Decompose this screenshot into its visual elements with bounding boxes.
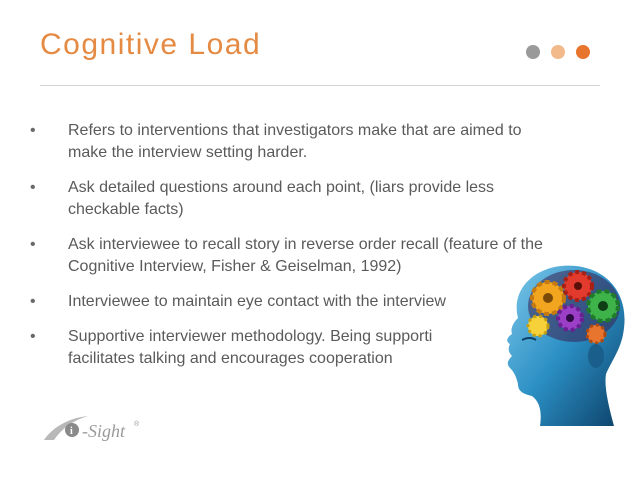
bullet-mark: • bbox=[30, 179, 36, 196]
logo-wordmark: -Sight bbox=[82, 421, 125, 441]
gear-icon bbox=[588, 291, 618, 321]
bullet-line: checkable facts) bbox=[68, 201, 184, 218]
title-divider bbox=[40, 85, 600, 86]
logo-mark-letter: i bbox=[70, 426, 73, 437]
bullet-line: Refers to interventions that investigators make that are aimed to bbox=[68, 122, 522, 139]
gear-icon bbox=[558, 306, 582, 330]
head-gears-image bbox=[478, 256, 638, 426]
bullet-line: Ask interviewee to recall story in reverse order recall (feature of the bbox=[68, 236, 543, 253]
gear-icon bbox=[587, 325, 605, 343]
bullet-mark: • bbox=[30, 236, 36, 253]
dot-light-orange bbox=[551, 45, 565, 59]
dot-gray bbox=[526, 45, 540, 59]
bullet-line: Ask detailed questions around each point, (liars provide less bbox=[68, 179, 495, 196]
bullet-mark: • bbox=[30, 328, 36, 345]
bullet-mark: • bbox=[30, 293, 36, 310]
bullet-mark: • bbox=[30, 122, 36, 139]
bullet-line: Interviewee to maintain eye contact with the interview bbox=[68, 293, 446, 310]
gear-icon bbox=[528, 316, 548, 336]
decorative-dots bbox=[526, 45, 590, 59]
bullet-item bbox=[28, 177, 608, 221]
bullet-line: make the interview setting harder. bbox=[68, 144, 308, 161]
bullet-line: Supportive interviewer methodology. Being supporti bbox=[68, 328, 433, 345]
slide-title: Cognitive Load bbox=[40, 28, 262, 61]
bullet-item bbox=[28, 120, 608, 164]
bullet-line: Cognitive Interview, Fisher & Geiselman, 1992) bbox=[68, 258, 402, 275]
isight-logo bbox=[42, 410, 162, 446]
bullet-line: facilitates talking and encourages cooperation bbox=[68, 350, 393, 367]
dot-orange bbox=[576, 45, 590, 59]
logo-registered: ® bbox=[134, 421, 140, 428]
gear-icon bbox=[564, 272, 592, 300]
